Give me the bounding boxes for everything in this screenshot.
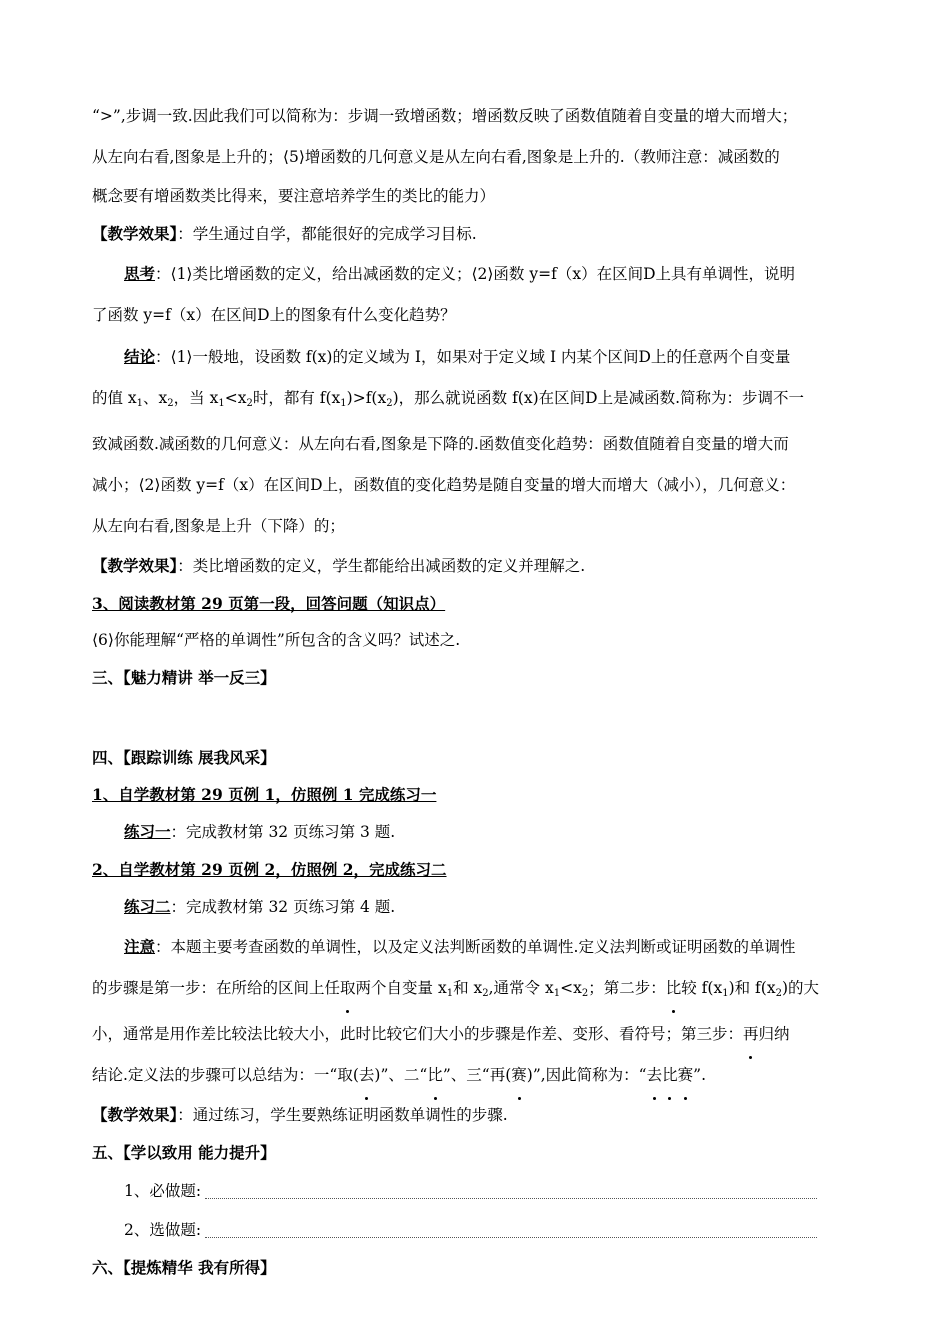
paragraph-line: 从左向右看,图象是上升（下降）的； xyxy=(92,517,345,535)
paragraph-line: 致减函数.减函数的几何意义：从左向右看,图象是下降的.函数值变化趋势：函数值随着自变量的增大而 xyxy=(92,435,789,453)
text-run: )的大 xyxy=(781,979,820,997)
text-run: )和 f(x xyxy=(728,979,776,997)
text-run: 的值 x xyxy=(92,389,137,407)
teaching-effect-label: 【教学效果】 xyxy=(92,556,178,575)
subscript: 2 xyxy=(386,398,393,409)
note-text: ：本题主要考查函数的单调性，以及定义法判断函数的单调性.定义法判断或证明函数的单调性 xyxy=(155,938,796,956)
part-heading: 四、【跟踪训练 展我风采】 xyxy=(92,748,276,767)
text-run: 、x xyxy=(143,389,168,407)
text-run: 结论.定义法的步骤可以总结为：一“取( xyxy=(92,1066,359,1084)
paragraph-line: 了函数 y=f（x）在区间D上的图象有什么变化趋势？ xyxy=(92,306,456,324)
section-heading: 1、自学教材第 29 页例 1，仿照例 1 完成练习一 xyxy=(92,785,437,804)
text-run: 的步骤是第一步：在所给的区间上任 xyxy=(92,979,341,997)
text-run: 时，都有 f(x xyxy=(252,389,341,407)
subscript: 1 xyxy=(446,988,454,999)
teaching-effect-label: 【教学效果】 xyxy=(92,224,178,243)
think-text: ：⟨1⟩类比增函数的定义，给出减函数的定义；⟨2⟩函数 y=f（x）在区间D上具有单调性，说明 xyxy=(155,265,796,283)
subscript: 1 xyxy=(722,988,729,999)
text-run: )>f(x xyxy=(346,389,387,407)
text-run: ”. xyxy=(693,1066,706,1084)
paragraph-line: “>”,步调一致.因此我们可以简称为：步调一致增函数；增函数反映了函数值随着自变量的增大而增大； xyxy=(92,107,798,125)
emphasis-char: 取 xyxy=(340,968,356,1009)
text-run: ，当 x xyxy=(173,389,219,407)
note-label: 注意 xyxy=(124,937,156,956)
subscript: 1 xyxy=(340,398,347,409)
teaching-effect-label: 【教学效果】 xyxy=(92,1105,178,1124)
part-heading: 五、【学以致用 能力提升】 xyxy=(92,1143,276,1162)
text-run: <x xyxy=(560,979,582,997)
emphasis-char: 再 xyxy=(743,1014,759,1055)
conclusion-text: ：⟨1⟩一般地，设函数 f(x)的定义域为 I，如果对于定义域 I 内某个区间D上的任意两个自变量 xyxy=(155,348,791,366)
emphasis-char: 比 xyxy=(666,968,682,1009)
section-heading: 3、阅读教材第 29 页第一段，回答问题（知识点） xyxy=(92,594,446,613)
text-run: ；第二步： xyxy=(588,979,666,997)
paragraph-line xyxy=(92,968,870,1014)
note-paragraph xyxy=(92,926,870,968)
exercise-text: ：完成教材第 32 页练习第 3 题. xyxy=(170,823,396,841)
exercise-line xyxy=(92,813,870,851)
required-problems-label: 1、必做题: xyxy=(124,1182,202,1200)
required-problems xyxy=(92,1171,870,1212)
text-run: 较 f(x xyxy=(681,979,723,997)
conclusion-paragraph xyxy=(92,336,870,378)
subscript: 1 xyxy=(218,398,225,409)
exercise-label: 练习一 xyxy=(124,822,171,841)
paragraph-line xyxy=(92,1014,870,1055)
part-heading: 三、【魅力精讲 举一反三】 xyxy=(92,668,276,687)
teaching-effect xyxy=(92,215,870,253)
emphasis-char: 赛 xyxy=(678,1055,694,1096)
subscript: 2 xyxy=(167,398,174,409)
exercise-line xyxy=(92,888,870,926)
paragraph-line: 从左向右看,图象是上升的；⟨5⟩增函数的几何意义是从左向右看,图象是上升的.（教师注意：减函数的 xyxy=(92,148,780,166)
subscript: 2 xyxy=(581,988,589,999)
subscript: 2 xyxy=(482,988,489,999)
blank-space xyxy=(92,696,870,739)
emphasis-char: 比 xyxy=(662,1055,678,1096)
emphasis-char: 比 xyxy=(427,1055,443,1096)
teaching-effect xyxy=(92,547,870,585)
paragraph-line xyxy=(92,1055,870,1096)
conclusion-label: 结论 xyxy=(124,347,156,366)
think-label: 思考 xyxy=(124,264,156,283)
exercise-text: ：完成教材第 32 页练习第 4 题. xyxy=(170,898,396,916)
part-heading: 六、【提炼精华 我有所得】 xyxy=(92,1258,276,1277)
text-run: ,通常令 x xyxy=(488,979,554,997)
subscript: 1 xyxy=(136,398,144,409)
emphasis-char: 赛 xyxy=(511,1055,527,1096)
text-run: 小，通常是用作差比较法比较大小，此时比较它们大小的步骤是作差、变形、看符号；第三步： xyxy=(92,1025,744,1043)
subscript: 2 xyxy=(775,988,782,999)
answer-blank-line[interactable] xyxy=(205,1186,817,1199)
answer-blank-line[interactable] xyxy=(205,1225,817,1238)
emphasis-char: 去 xyxy=(359,1055,375,1096)
text-run: )”,因此简称为：“ xyxy=(526,1066,647,1084)
teaching-effect-text: ：通过练习，学生要熟练证明函数单调性的步骤. xyxy=(177,1106,508,1124)
text-run: <x xyxy=(224,389,247,407)
question-line: ⟨6⟩你能理解“严格的单调性”所包含的含义吗？试述之. xyxy=(92,631,461,649)
paragraph-line: 减小；⟨2⟩函数 y=f（x）在区间D上，函数值的变化趋势是随自变量的增大而增大（减小），几何意义： xyxy=(92,476,796,494)
think-paragraph xyxy=(92,253,870,295)
text-run: 两个自变量 x xyxy=(355,979,447,997)
text-run: 归纳 xyxy=(758,1025,790,1043)
paragraph-line: 概念要有增函数类比得来，要注意培养学生的类比的能力） xyxy=(92,187,496,205)
section-heading: 2、自学教材第 29 页例 2，仿照例 2，完成练习二 xyxy=(92,860,447,879)
text-run: 和 x xyxy=(453,979,483,997)
subscript: 2 xyxy=(246,398,253,409)
optional-problems-label: 2、选做题: xyxy=(124,1221,202,1239)
text-run: ”、三“再( xyxy=(442,1066,512,1084)
emphasis-char: 去 xyxy=(647,1055,663,1096)
document-page xyxy=(92,96,870,1286)
optional-problems xyxy=(92,1212,870,1249)
paragraph-line xyxy=(92,378,870,424)
teaching-effect-text: ：类比增函数的定义，学生都能给出减函数的定义并理解之. xyxy=(177,557,586,575)
subscript: 1 xyxy=(553,988,561,999)
text-run: )，那么就说函数 f(x)在区间D上是减函数.简称为：步调不一 xyxy=(392,389,804,407)
teaching-effect xyxy=(92,1096,870,1134)
teaching-effect-text: ：学生通过自学，都能很好的完成学习目标. xyxy=(177,225,477,243)
text-run: )”、二“ xyxy=(374,1066,428,1084)
exercise-label: 练习二 xyxy=(124,897,171,916)
